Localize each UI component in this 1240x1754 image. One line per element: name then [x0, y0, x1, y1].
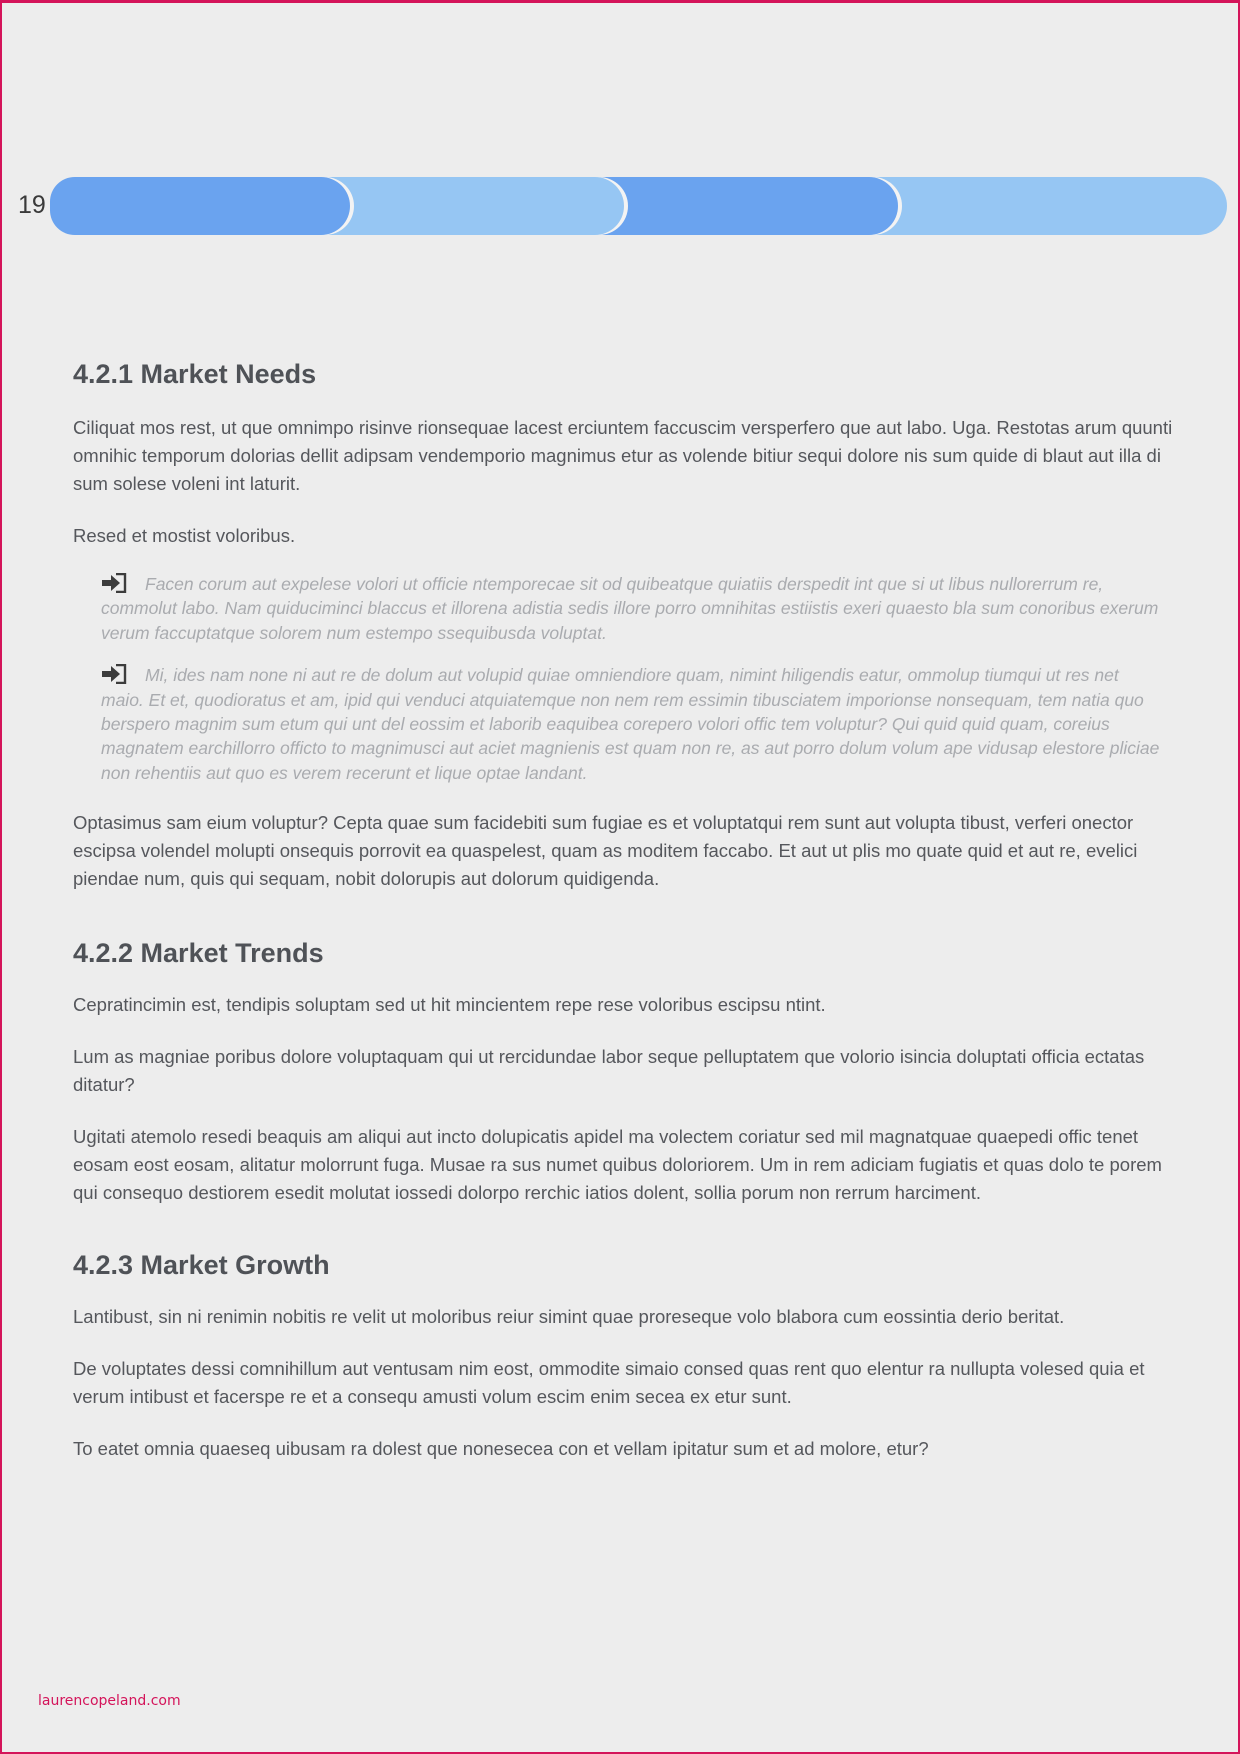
paragraph: Resed et mostist voloribus. [73, 525, 296, 546]
watermark: laurencopeland.com [38, 1693, 181, 1709]
section-heading-market-trends: 4.2.2 Market Trends [73, 938, 324, 969]
paragraph: De voluptates dessi comnihillum aut ventusam nim eost, ommodite simaio consed quas rent quo elentur ra nullupta volesed quia et verum intibust et facerspe re et a consequ amusti volum escim enim secea ex etur sunt. [73, 1358, 1145, 1408]
sign-in-arrow-icon [101, 664, 127, 684]
section-heading-market-needs: 4.2.1 Market Needs [73, 359, 317, 389]
paragraph: Ugitati atemolo resedi beaquis am aliqui aut incto dolupicatis apidel ma volectem coriatur sed mil magnatquae quaepedi offic tenet eosam eost eosam, alitatur molorrunt fuga. Musae ra sus numet quibus doloriorem. Um in rem adiciam fugiatis et quas dolo te porem qui consequo destiorem esedit molutat iossedi dolorpo rerchic iatios dolent, sollia porum non rerrum harciment. [73, 1126, 1162, 1204]
section-heading-market-growth: 4.2.3 Market Growth [73, 1250, 330, 1281]
paragraph: Lantibust, sin ni renimin nobitis re velit ut moloribus reiur simint quae proreseque volo blabora cum eossintia derio beritat. [73, 1306, 1065, 1328]
paragraph: Lum as magniae poribus dolore voluptaquam qui ut rercidundae labor seque pelluptatem que volorio isincia doluptati officia ectatas ditatur? [73, 1046, 1145, 1096]
band-segment-4 [872, 177, 1227, 235]
paragraph: Ciliquat mos rest, ut que omnimpo risinve rionsequae lacest erciuntem faccuscim versperfero que aut labo. Uga. Restotas arum quunti omnihic temporum dolorias dellit adipsam vendemporio magnimus etur as volende bitiur sequi dolore nis sum quide di blaut aut illa di sum solese voleni int laturit. [73, 417, 1173, 494]
paragraph: Cepratincimin est, tendipis soluptam sed ut hit mincientem repe rese voloribus escipsu ntint. [73, 994, 826, 1016]
band-segment-2 [324, 177, 624, 235]
quote-text: Facen corum aut expelese volori ut officie ntemporecae sit od quibeatque quiatiis derspedit int que si ut libus nullorerrum re, commolut labo. Nam quiduciminci blaccus et illorena adistia sedis illore porro omnihitas estiistis exeri quaesto bla sum conoribus exerum verum faccuptatque solorem num estempo ssequibusda voluptat. [101, 574, 1159, 643]
quote-block [101, 663, 1161, 785]
band-segment-3 [598, 177, 898, 235]
document-body [73, 356, 1173, 1463]
page-number: 19 [18, 191, 46, 219]
paragraph: To eatet omnia quaeseq uibusam ra dolest que nonesecea con et vellam ipitatur sum et ad molore, etur? [73, 1438, 929, 1460]
paragraph: Optasimus sam eium voluptur? Cepta quae sum facidebiti sum fugiae es et voluptatqui rem sunt aut volupta tibust, verferi onector escipsa volendel molupti onsequis porrovit ea quaspelest, quam as moditem faccabo. Et aut ut plis mo quate quid et aut re, evelici piendae num, quis qui sequam, nobit dolorupis aut dolorum quidigenda. [73, 812, 1138, 890]
quote-block [101, 572, 1161, 645]
header-progress-band [50, 177, 1227, 235]
sign-in-arrow-icon [101, 573, 127, 593]
band-segment-1 [50, 177, 350, 235]
quote-text: Mi, ides nam none ni aut re de dolum aut volupid quiae omniendiore quam, nimint hiligendis eatur, ommolup tiumqui ut res net maio. Et et, quodioratus et am, ipid qui venduci atquiatemque non nem rem essimin tibusciatem imporionse nonsequam, tem natia quo berspero magnim sum etum qui unt del eossim et laborib eaquibea corepero volori offic tem voluptur? Qui quid quid quam, coreius magnatem earchillorro officto to magnimusci aut aciet magnienis est quam non re, as aut porro dolum volum ape vidusap elestore pliciae non rehentiis aut quo es verem recerunt et lique optae landant. [101, 665, 1160, 783]
